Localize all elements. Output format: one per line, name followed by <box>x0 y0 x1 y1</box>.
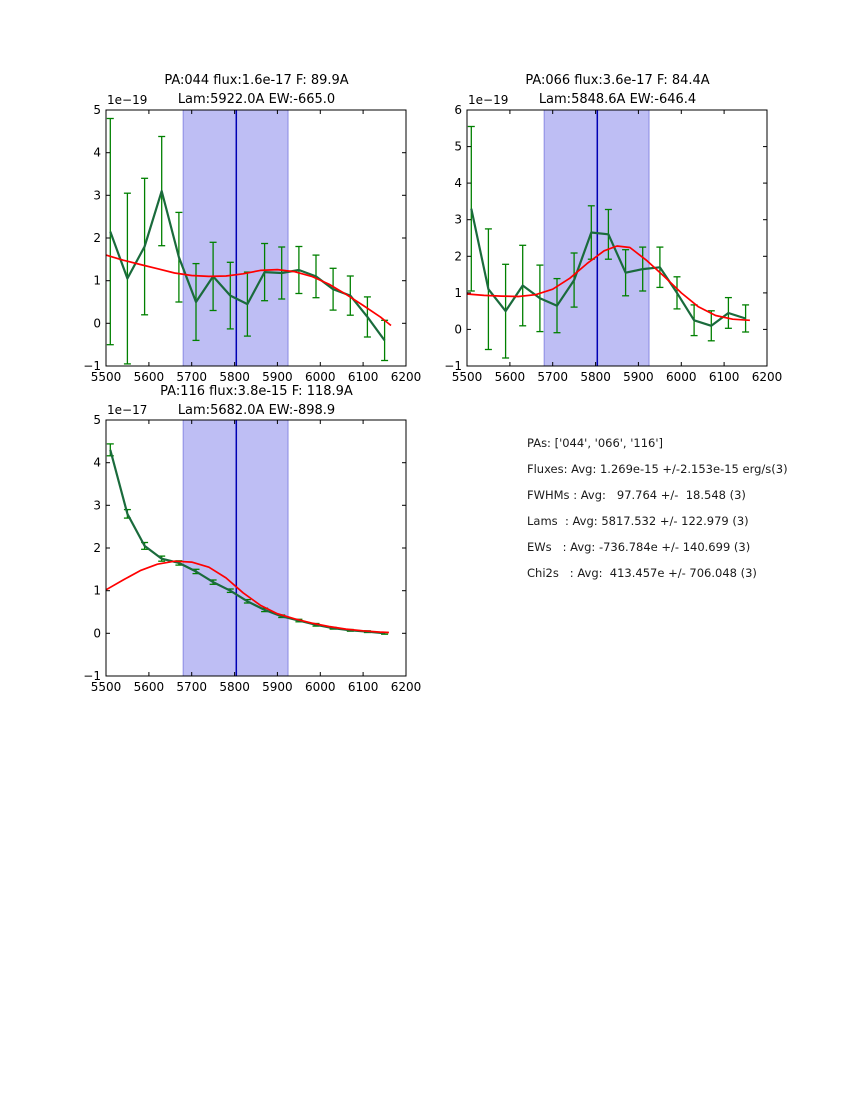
x-tick-label: 5500 <box>90 370 122 384</box>
axis-offset-label: 1e−17 <box>107 403 148 417</box>
x-tick-label: 6100 <box>347 680 379 694</box>
y-tick-label: 3 <box>454 212 462 227</box>
x-tick-label: 6000 <box>666 370 697 384</box>
y-tick-label: 1 <box>454 285 462 300</box>
plot-title-line2: Lam:5922.0A EW:-665.0 <box>177 92 336 107</box>
x-tick-label: 5500 <box>90 680 122 694</box>
y-tick-label: 4 <box>93 145 101 160</box>
spectrum-plot-pa044 <box>60 90 440 392</box>
x-tick-label: 5500 <box>451 370 483 384</box>
x-tick-label: 5600 <box>133 370 165 384</box>
x-tick-label: 5700 <box>176 370 207 384</box>
x-tick-label: 5700 <box>176 680 207 694</box>
spectrum-plot-pa116 <box>60 400 440 702</box>
x-tick-label: 5900 <box>262 680 293 694</box>
x-tick-label: 6200 <box>390 680 422 694</box>
axis-offset-label: 1e−19 <box>468 93 509 107</box>
y-tick-label: 5 <box>93 103 101 117</box>
stat-line-fluxes: Fluxes: Avg: 1.269e-15 +/-2.153e-15 erg/s(3) <box>527 462 788 476</box>
x-tick-label: 6200 <box>751 370 783 384</box>
x-tick-label: 5800 <box>580 370 611 384</box>
y-tick-label: 0 <box>93 316 101 331</box>
y-tick-label: −1 <box>444 359 462 373</box>
stat-line-fwhms: FWHMs : Avg: 97.764 +/- 18.548 (3) <box>527 488 746 502</box>
y-tick-label: 2 <box>93 231 101 245</box>
axis-offset-label: 1e−19 <box>107 93 148 107</box>
stat-line-pas: PAs: ['044', '066', '116'] <box>527 436 664 450</box>
x-tick-label: 6100 <box>708 370 740 384</box>
stat-line-chi2s: Chi2s : Avg: 413.457e +/- 706.048 (3) <box>527 566 757 580</box>
x-tick-label: 5600 <box>494 370 526 384</box>
y-tick-label: 4 <box>454 176 462 191</box>
y-tick-label: 3 <box>93 188 101 203</box>
plot-title-line2: Lam:5848.6A EW:-646.4 <box>538 92 697 107</box>
x-tick-label: 6100 <box>347 370 379 384</box>
x-tick-label: 5600 <box>133 680 165 694</box>
plot-title-line1: PA:044 flux:1.6e-17 F: 89.9A <box>164 73 349 88</box>
plot-title-line2: Lam:5682.0A EW:-898.9 <box>177 403 336 418</box>
stats-panel <box>527 437 788 593</box>
y-tick-label: 5 <box>93 413 101 427</box>
y-tick-label: 2 <box>93 541 101 555</box>
y-tick-label: 4 <box>93 455 101 470</box>
y-tick-label: 2 <box>454 249 462 264</box>
spectrum-plot-pa066 <box>421 90 801 392</box>
x-tick-label: 5800 <box>219 370 250 384</box>
y-tick-label: −1 <box>83 669 101 683</box>
y-tick-label: 0 <box>454 322 462 337</box>
x-tick-label: 6000 <box>305 370 336 384</box>
stat-line-ews: EWs : Avg: -736.784e +/- 140.699 (3) <box>527 540 751 554</box>
x-tick-label: 6000 <box>305 680 336 694</box>
x-tick-label: 5900 <box>623 370 654 384</box>
plot-title-line1: PA:116 flux:3.8e-15 F: 118.9A <box>160 384 353 399</box>
x-tick-label: 5900 <box>262 370 293 384</box>
stat-line-lams: Lams : Avg: 5817.532 +/- 122.979 (3) <box>527 514 749 528</box>
y-tick-label: 0 <box>93 626 101 641</box>
y-tick-label: 1 <box>93 273 101 288</box>
x-tick-label: 5700 <box>537 370 568 384</box>
x-tick-label: 5800 <box>219 680 250 694</box>
x-tick-label: 6200 <box>390 370 422 384</box>
y-tick-label: −1 <box>83 359 101 373</box>
y-tick-label: 6 <box>454 103 462 117</box>
y-tick-label: 1 <box>93 583 101 598</box>
y-tick-label: 5 <box>454 139 462 154</box>
y-tick-label: 3 <box>93 498 101 513</box>
plot-title-line1: PA:066 flux:3.6e-17 F: 84.4A <box>525 73 710 88</box>
